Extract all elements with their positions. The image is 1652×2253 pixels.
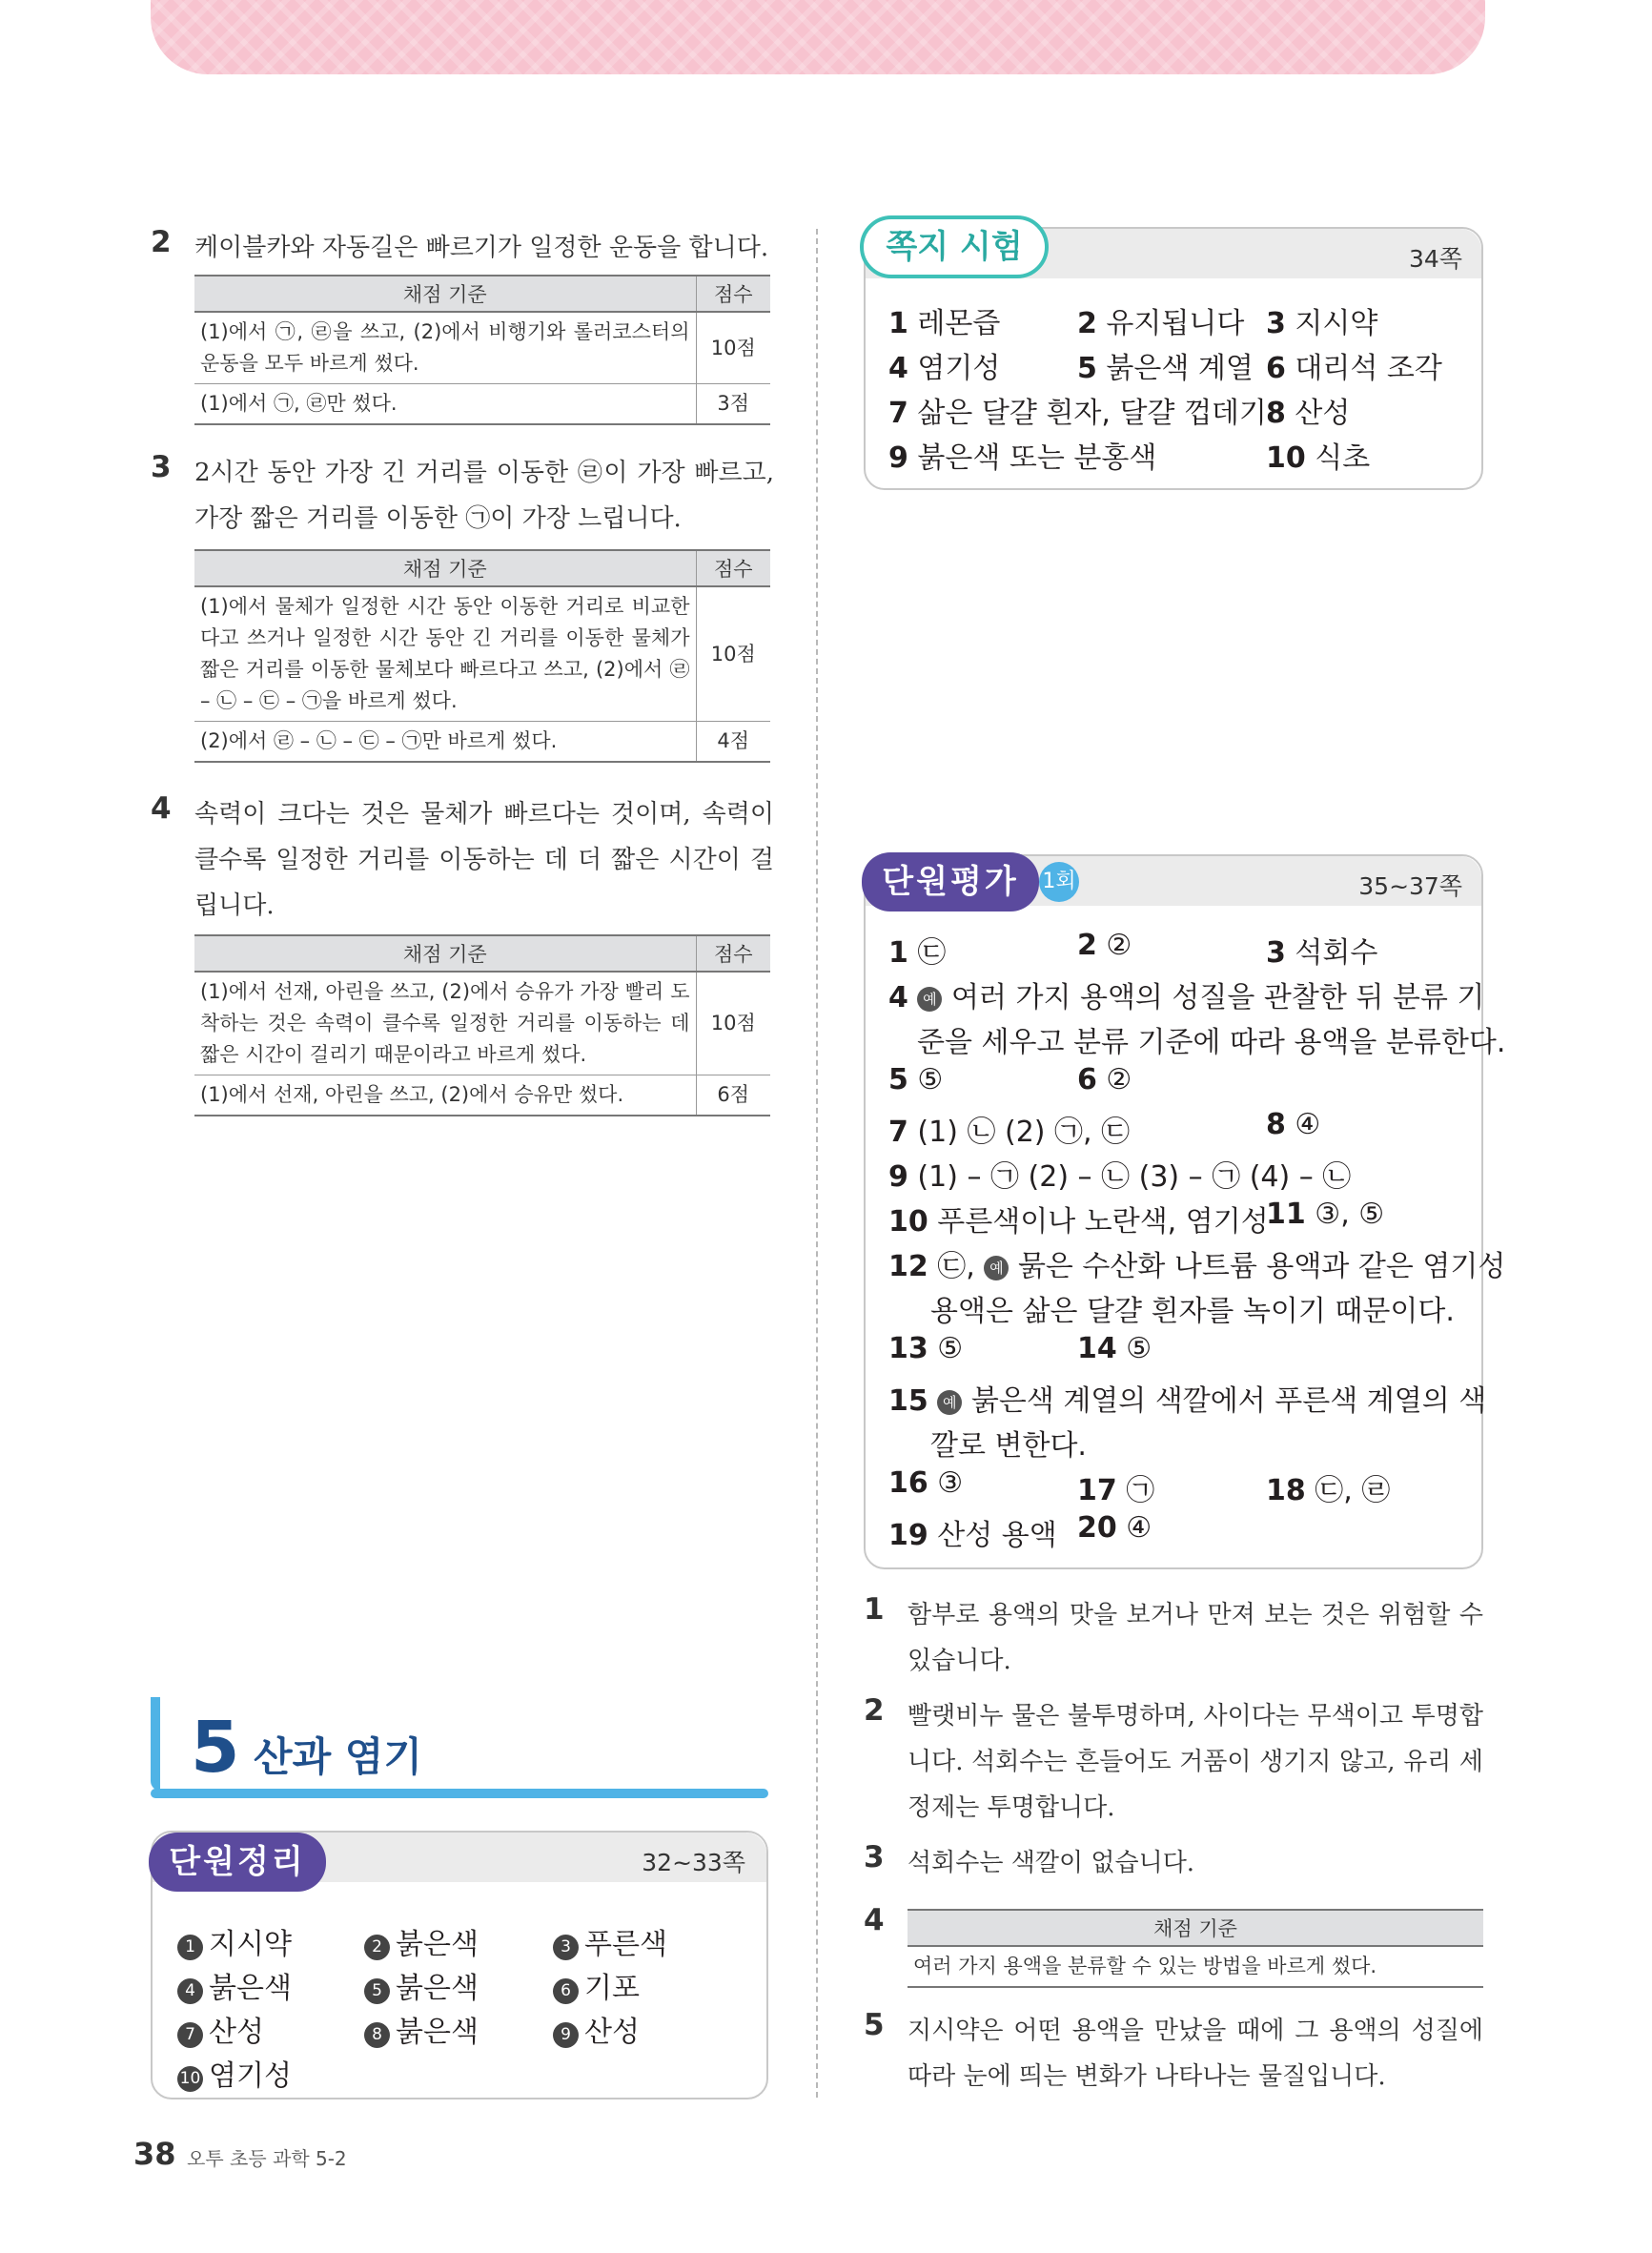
number-marker: 9 — [553, 2022, 579, 2048]
quiz-answer: 4 염기성 — [888, 352, 1001, 385]
explanation-number: 5 — [864, 2008, 885, 2042]
summary-answer: 지시약 — [209, 1928, 292, 1961]
summary-item — [553, 1964, 640, 2006]
explanation-text: 지시약은 어떤 용액을 만났을 때에 그 용액의 성질에 따라 눈에 띄는 변화가 나타나는 물질입니다. — [908, 2017, 1483, 2091]
test-answer-continued: 깔로 변한다. — [930, 1429, 1087, 1463]
number-marker: 10 — [177, 2066, 203, 2092]
criteria-cell: (1)에서 물체가 일정한 시간 동안 이동한 거리로 비교한다고 쓰거나 일정한 시간 동안 긴 거리를 이동한 물체가 짧은 거리를 이동한 물체보다 빠르다고 쓰고, (2)에서 ㉣ – ㉡ – ㉢ – ㉠을 바르게 썼다. — [194, 586, 696, 722]
score-header: 점수 — [696, 550, 770, 586]
question-number: 2 — [151, 225, 172, 259]
test-answer: 10 푸른색이나 노란색, 염기성 — [888, 1205, 1269, 1239]
quiz-answer: 9 붉은색 또는 분홍색 — [888, 441, 1157, 475]
test-answer: 1 ㉢ — [888, 936, 947, 970]
test-answer: 15 예 붉은색 계열의 색깔에서 푸른색 계열의 색 — [888, 1384, 1487, 1418]
number-marker: 4 — [177, 1978, 203, 2004]
quiz-answer: 5 붉은색 계열 — [1077, 352, 1254, 385]
test-answer: 3 석회수 — [1266, 936, 1378, 970]
score-cell: 10점 — [696, 586, 770, 722]
criteria-header: 채점 기준 — [908, 1910, 1483, 1946]
number-marker: 7 — [177, 2022, 203, 2048]
test-answer: 11 ③, ⑤ — [1266, 1198, 1385, 1231]
summary-answer: 푸른색 — [584, 1928, 667, 1961]
summary-answer: 염기성 — [209, 2059, 292, 2093]
question-number: 4 — [151, 791, 172, 826]
unit-summary-badge: 단원정리 — [149, 1833, 326, 1892]
column-divider — [816, 229, 818, 2098]
number-marker: 1 — [177, 1935, 203, 1960]
explanation-number: 3 — [864, 1840, 885, 1874]
unit-title: 산과 염기 — [254, 1733, 422, 1780]
summary-item — [553, 2008, 640, 2050]
number-marker: 5 — [364, 1978, 390, 2004]
unit-heading-bar — [151, 1697, 160, 1791]
criteria-cell: (1)에서 ㉠, ㉣을 쓰고, (2)에서 비행기와 롤러코스터의 운동을 모두 바르게 썼다. — [194, 312, 696, 384]
summary-item — [177, 1964, 292, 2006]
example-icon: 예 — [984, 1256, 1009, 1280]
quiz-answer: 1 레몬즙 — [888, 307, 1001, 340]
explanation-number: 2 — [864, 1693, 885, 1728]
scoring-table — [908, 1909, 1483, 1988]
criteria-header: 채점 기준 — [194, 276, 696, 312]
explanation-number: 1 — [864, 1592, 885, 1627]
example-icon: 예 — [917, 987, 942, 1012]
example-icon: 예 — [937, 1390, 962, 1415]
quiz-badge: 쪽지 시험 — [860, 215, 1049, 278]
summary-item — [364, 1920, 479, 1962]
test-answer: 14 ⑤ — [1077, 1332, 1152, 1365]
test-answer-continued: 용액은 삶은 달걀 흰자를 녹이기 때문이다. — [930, 1295, 1455, 1328]
summary-answer: 붉은색 — [396, 1972, 479, 2005]
summary-item — [177, 2052, 292, 2094]
test-answer: 7 (1) ㉡ (2) ㉠, ㉢ — [888, 1116, 1131, 1149]
quiz-answer: 8 산성 — [1266, 397, 1351, 430]
score-cell: 3점 — [696, 384, 770, 425]
test-answer: 4 예 여러 가지 용액의 성질을 관찰한 뒤 분류 기 — [888, 981, 1485, 1014]
score-cell: 6점 — [696, 1075, 770, 1116]
test-answer: 16 ③ — [888, 1466, 964, 1500]
summary-answer: 붉은색 — [396, 2016, 479, 2049]
quiz-answer: 7 삶은 달걀 흰자, 달걀 껍데기 — [888, 397, 1267, 430]
score-cell: 10점 — [696, 972, 770, 1075]
number-marker: 8 — [364, 2022, 390, 2048]
question-explanation: 케이블카와 자동길은 빠르기가 일정한 운동을 합니다. — [194, 234, 769, 262]
unit-number: 5 — [191, 1707, 240, 1789]
test-answer: 8 ④ — [1266, 1108, 1321, 1141]
quiz-answer: 6 대리석 조각 — [1266, 352, 1442, 385]
quiz-answer: 3 지시약 — [1266, 307, 1378, 340]
summary-answer: 산성 — [584, 2016, 640, 2049]
test-answer: 9 (1) – ㉠ (2) – ㉡ (3) – ㉠ (4) – ㉡ — [888, 1160, 1352, 1194]
criteria-cell: (1)에서 선재, 아린을 쓰고, (2)에서 승유만 썼다. — [194, 1075, 696, 1116]
summary-item — [364, 2008, 479, 2050]
test-answer: 20 ④ — [1077, 1511, 1152, 1545]
criteria-header: 채점 기준 — [194, 935, 696, 972]
criteria-cell: 여러 가지 용액을 분류할 수 있는 방법을 바르게 썼다. — [908, 1946, 1483, 1987]
test-answer: 2 ② — [1077, 929, 1132, 962]
quiz-answer: 10 식초 — [1266, 441, 1371, 475]
scoring-table — [194, 549, 770, 763]
summary-answer: 기포 — [584, 1972, 640, 2005]
score-header: 점수 — [696, 935, 770, 972]
score-header: 점수 — [696, 276, 770, 312]
summary-item — [553, 1920, 667, 1962]
test-answer: 19 산성 용액 — [888, 1519, 1057, 1552]
explanation-number: 4 — [864, 1903, 885, 1937]
score-cell: 10점 — [696, 312, 770, 384]
number-marker: 2 — [364, 1935, 390, 1960]
score-cell: 4점 — [696, 722, 770, 763]
summary-item — [364, 1964, 479, 2006]
criteria-cell: (1)에서 선재, 아린을 쓰고, (2)에서 승유가 가장 빨리 도착하는 것은 속력이 클수록 일정한 거리를 이동하는 데 짧은 시간이 걸리기 때문이라고 바르게 썼다. — [194, 972, 696, 1075]
criteria-cell: (2)에서 ㉣ – ㉡ – ㉢ – ㉠만 바르게 썼다. — [194, 722, 696, 763]
page-header-band — [151, 0, 1485, 74]
summary-item — [177, 2008, 264, 2050]
quiz-answer: 2 유지됩니다 — [1077, 307, 1245, 340]
summary-answer: 붉은색 — [396, 1928, 479, 1961]
scoring-table — [194, 275, 770, 425]
criteria-header: 채점 기준 — [194, 550, 696, 586]
summary-answer: 산성 — [209, 2016, 264, 2049]
test-answer: 18 ㉢, ㉣ — [1266, 1474, 1391, 1507]
test-answer: 17 ㉠ — [1077, 1474, 1155, 1507]
page-number: 38 — [133, 2136, 176, 2172]
explanation-text: 함부로 용액의 맛을 보거나 만져 보는 것은 위험할 수 있습니다. — [908, 1601, 1483, 1675]
summary-item — [177, 1920, 292, 1962]
number-marker: 3 — [553, 1935, 579, 1960]
scoring-table — [194, 934, 770, 1116]
unit-heading-underline — [151, 1789, 768, 1798]
test-answer: 12 ㉢, 예 묽은 수산화 나트륨 용액과 같은 염기성 — [888, 1250, 1506, 1283]
round-badge: 1회 — [1039, 862, 1079, 902]
page-reference: 35~37쪽 — [1358, 872, 1462, 900]
explanation-text: 빨랫비누 물은 불투명하며, 사이다는 무색이고 투명합니다. 석회수는 흔들어도 거품이 생기지 않고, 유리 세정제는 투명합니다. — [908, 1702, 1483, 1822]
criteria-cell: (1)에서 ㉠, ㉣만 썼다. — [194, 384, 696, 425]
unit-heading — [151, 1697, 770, 1800]
question-explanation: 2시간 동안 가장 긴 거리를 이동한 ㉣이 가장 빠르고, 가장 짧은 거리를 이동한 ㉠이 가장 느립니다. — [194, 459, 774, 533]
test-answer-continued: 준을 세우고 분류 기준에 따라 용액을 분류한다. — [917, 1026, 1506, 1059]
book-title: 오투 초등 과학 5-2 — [187, 2147, 347, 2170]
question-explanation: 속력이 크다는 것은 물체가 빠르다는 것이며, 속력이 클수록 일정한 거리를 이동하는 데 더 짧은 시간이 걸립니다. — [194, 800, 774, 920]
page-reference: 32~33쪽 — [642, 1849, 745, 1876]
explanation-text: 석회수는 색깔이 없습니다. — [908, 1849, 1195, 1877]
summary-answer: 붉은색 — [209, 1972, 292, 2005]
test-answer: 5 ⑤ — [888, 1063, 944, 1096]
page-reference: 34쪽 — [1409, 245, 1462, 273]
test-answer: 6 ② — [1077, 1063, 1132, 1096]
number-marker: 6 — [553, 1978, 579, 2004]
question-number: 3 — [151, 450, 172, 484]
unit-test-badge: 단원평가 — [862, 852, 1039, 911]
test-answer: 13 ⑤ — [888, 1332, 964, 1365]
unit-test-box — [864, 854, 1506, 1569]
